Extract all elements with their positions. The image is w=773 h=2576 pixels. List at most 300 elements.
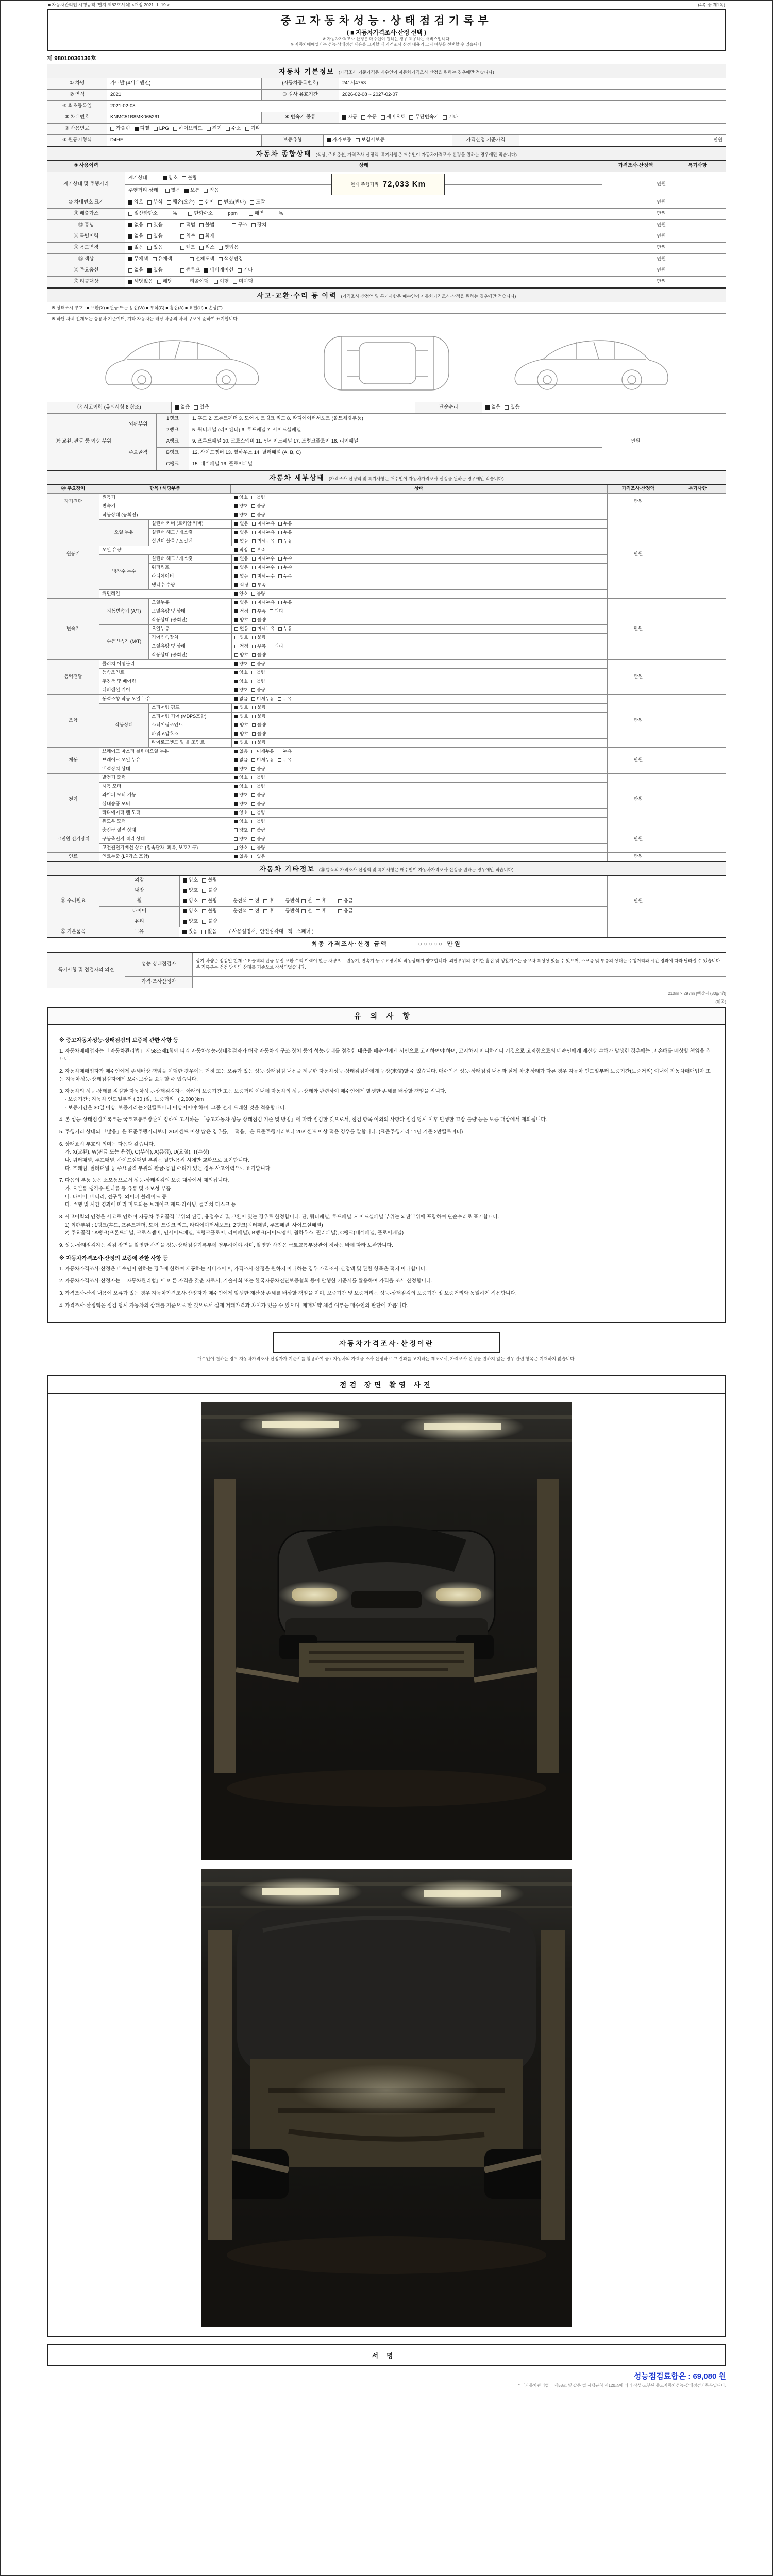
checkbox-option[interactable]: [251, 827, 265, 833]
checkbox-checked[interactable]: [183, 920, 187, 924]
checkbox-option[interactable]: [128, 233, 143, 240]
checkbox-option[interactable]: [252, 714, 266, 719]
checkbox-option[interactable]: [147, 233, 162, 240]
checkbox-option[interactable]: [234, 573, 248, 579]
checkbox-option[interactable]: [250, 199, 265, 206]
checkbox-checked[interactable]: [234, 680, 238, 683]
checkbox-unchecked[interactable]: [278, 539, 282, 543]
checkbox-unchecked[interactable]: [356, 138, 360, 142]
checkbox-option[interactable]: [251, 512, 265, 518]
checkbox-unchecked[interactable]: [381, 115, 385, 120]
checkbox-checked[interactable]: [234, 793, 238, 797]
checkbox-unchecked[interactable]: [190, 257, 194, 261]
checkbox-checked[interactable]: [183, 909, 187, 913]
checkbox-option[interactable]: [234, 801, 248, 807]
checkbox-option[interactable]: [278, 573, 292, 579]
checkbox-unchecked[interactable]: [202, 889, 206, 893]
checkbox-option[interactable]: [238, 267, 253, 274]
checkbox-unchecked[interactable]: [270, 609, 273, 613]
checkbox-option[interactable]: [173, 126, 203, 132]
checkbox-option[interactable]: [183, 898, 198, 904]
checkbox-option[interactable]: [251, 792, 265, 798]
checkbox-checked[interactable]: [485, 405, 490, 410]
checkbox-checked[interactable]: [234, 496, 238, 499]
checkbox-option[interactable]: [226, 126, 241, 132]
checkbox-option[interactable]: [234, 608, 248, 614]
checkbox-option[interactable]: [180, 267, 200, 274]
checkbox-option[interactable]: [234, 538, 248, 544]
checkbox-unchecked[interactable]: [250, 200, 254, 205]
checkbox-checked[interactable]: [128, 200, 132, 205]
checkbox-checked[interactable]: [234, 662, 238, 666]
checkbox-option[interactable]: [199, 199, 214, 206]
checkbox-option[interactable]: [251, 854, 265, 859]
checkbox-unchecked[interactable]: [251, 697, 255, 701]
checkbox-option[interactable]: [252, 556, 275, 562]
checkbox-option[interactable]: [135, 126, 149, 132]
checkbox-option[interactable]: [183, 877, 198, 884]
checkbox-option[interactable]: [110, 126, 130, 132]
checkbox-unchecked[interactable]: [251, 767, 255, 771]
checkbox-option[interactable]: [251, 687, 265, 693]
checkbox-unchecked[interactable]: [278, 627, 282, 631]
checkbox-unchecked[interactable]: [249, 212, 253, 216]
checkbox-option[interactable]: [301, 908, 312, 914]
checkbox-option[interactable]: [234, 503, 248, 509]
checkbox-checked[interactable]: [234, 618, 238, 622]
checkbox-option[interactable]: [190, 256, 214, 262]
checkbox-option[interactable]: [234, 670, 248, 675]
checkbox-option[interactable]: [165, 188, 180, 194]
checkbox-unchecked[interactable]: [252, 618, 256, 622]
checkbox-unchecked[interactable]: [214, 280, 218, 284]
checkbox-option[interactable]: [505, 404, 519, 411]
checkbox-unchecked[interactable]: [232, 223, 236, 227]
checkbox-option[interactable]: [251, 757, 274, 763]
checkbox-option[interactable]: [183, 908, 198, 914]
checkbox-option[interactable]: [252, 608, 266, 614]
checkbox-unchecked[interactable]: [251, 793, 255, 797]
checkbox-unchecked[interactable]: [180, 246, 184, 250]
checkbox-option[interactable]: [199, 233, 214, 240]
checkbox-option[interactable]: [234, 740, 248, 745]
checkbox-unchecked[interactable]: [251, 758, 255, 762]
checkbox-option[interactable]: [251, 591, 265, 597]
checkbox-option[interactable]: [251, 819, 265, 824]
checkbox-option[interactable]: [157, 279, 172, 285]
checkbox-option[interactable]: [234, 854, 248, 859]
checkbox-option[interactable]: [249, 898, 259, 904]
checkbox-option[interactable]: [252, 582, 266, 588]
checkbox-unchecked[interactable]: [252, 627, 256, 631]
checkbox-unchecked[interactable]: [251, 811, 255, 815]
checkbox-unchecked[interactable]: [278, 522, 282, 526]
checkbox-option[interactable]: [234, 687, 248, 693]
checkbox-option[interactable]: [278, 538, 292, 544]
checkbox-option[interactable]: [278, 749, 292, 754]
checkbox-option[interactable]: [207, 126, 222, 132]
checkbox-unchecked[interactable]: [234, 846, 238, 850]
checkbox-checked[interactable]: [234, 715, 238, 718]
checkbox-checked[interactable]: [234, 697, 238, 701]
checkbox-checked[interactable]: [234, 855, 238, 858]
checkbox-option[interactable]: [278, 696, 292, 702]
checkbox-option[interactable]: [202, 898, 217, 904]
checkbox-unchecked[interactable]: [252, 636, 256, 639]
checkbox-option[interactable]: [251, 775, 265, 781]
checkbox-option[interactable]: [252, 731, 266, 737]
checkbox-option[interactable]: [251, 661, 265, 667]
checkbox-option[interactable]: [234, 827, 248, 833]
checkbox-option[interactable]: [252, 565, 275, 570]
checkbox-unchecked[interactable]: [202, 899, 206, 903]
checkbox-option[interactable]: [153, 256, 173, 262]
checkbox-option[interactable]: [204, 267, 233, 274]
checkbox-unchecked[interactable]: [278, 601, 282, 604]
checkbox-unchecked[interactable]: [226, 127, 230, 131]
checkbox-option[interactable]: [409, 114, 439, 121]
checkbox-checked[interactable]: [327, 138, 331, 142]
checkbox-option[interactable]: [128, 279, 153, 285]
checkbox-checked[interactable]: [183, 889, 187, 893]
checkbox-option[interactable]: [202, 908, 217, 914]
checkbox-unchecked[interactable]: [233, 280, 237, 284]
checkbox-checked[interactable]: [183, 899, 187, 903]
checkbox-option[interactable]: [252, 617, 266, 623]
checkbox-option[interactable]: [251, 547, 265, 553]
checkbox-option[interactable]: [234, 582, 248, 588]
checkbox-unchecked[interactable]: [251, 750, 255, 753]
checkbox-unchecked[interactable]: [234, 627, 238, 631]
checkbox-unchecked[interactable]: [252, 706, 256, 709]
checkbox-option[interactable]: [234, 661, 248, 667]
checkbox-option[interactable]: [233, 279, 253, 285]
checkbox-unchecked[interactable]: [147, 246, 152, 250]
checkbox-checked[interactable]: [234, 601, 238, 604]
checkbox-unchecked[interactable]: [270, 645, 273, 648]
checkbox-option[interactable]: [251, 503, 265, 509]
checkbox-option[interactable]: [252, 626, 275, 632]
checkbox-option[interactable]: [180, 233, 195, 240]
checkbox-option[interactable]: [234, 731, 248, 737]
checkbox-option[interactable]: [214, 279, 229, 285]
checkbox-unchecked[interactable]: [128, 212, 132, 216]
checkbox-checked[interactable]: [234, 557, 238, 561]
checkbox-option[interactable]: [219, 256, 243, 262]
checkbox-unchecked[interactable]: [234, 636, 238, 639]
checkbox-unchecked[interactable]: [278, 758, 281, 762]
checkbox-option[interactable]: [245, 126, 260, 132]
checkbox-unchecked[interactable]: [251, 820, 255, 823]
checkbox-checked[interactable]: [128, 280, 132, 284]
checkbox-option[interactable]: [301, 898, 312, 904]
checkbox-checked[interactable]: [234, 767, 238, 771]
checkbox-option[interactable]: [234, 705, 248, 710]
checkbox-unchecked[interactable]: [251, 662, 255, 666]
checkbox-option[interactable]: [188, 211, 213, 217]
checkbox-option[interactable]: [249, 908, 259, 914]
checkbox-unchecked[interactable]: [234, 645, 238, 648]
checkbox-unchecked[interactable]: [219, 257, 223, 261]
checkbox-checked[interactable]: [128, 234, 132, 239]
checkbox-unchecked[interactable]: [252, 723, 256, 727]
checkbox-unchecked[interactable]: [249, 909, 253, 913]
checkbox-option[interactable]: [219, 245, 239, 251]
checkbox-option[interactable]: [234, 792, 248, 798]
checkbox-unchecked[interactable]: [252, 531, 256, 534]
checkbox-unchecked[interactable]: [278, 531, 282, 534]
checkbox-unchecked[interactable]: [252, 539, 256, 543]
checkbox-option[interactable]: [234, 521, 248, 527]
checkbox-unchecked[interactable]: [238, 268, 242, 273]
checkbox-option[interactable]: [252, 521, 275, 527]
checkbox-checked[interactable]: [234, 522, 238, 526]
checkbox-checked[interactable]: [234, 811, 238, 815]
checkbox-unchecked[interactable]: [301, 909, 306, 913]
checkbox-option[interactable]: [251, 749, 274, 754]
checkbox-checked[interactable]: [175, 405, 179, 410]
checkbox-option[interactable]: [251, 801, 265, 807]
checkbox-option[interactable]: [234, 530, 248, 535]
checkbox-option[interactable]: [234, 845, 248, 851]
price-definition-button[interactable]: 자동차가격조사·산정이란: [273, 1332, 500, 1353]
checkbox-unchecked[interactable]: [252, 732, 256, 736]
checkbox-option[interactable]: [234, 565, 248, 570]
checkbox-unchecked[interactable]: [165, 189, 170, 193]
checkbox-option[interactable]: [234, 766, 248, 772]
checkbox-unchecked[interactable]: [110, 127, 114, 131]
checkbox-option[interactable]: [252, 740, 266, 745]
checkbox-checked[interactable]: [183, 878, 187, 883]
checkbox-option[interactable]: [278, 600, 292, 605]
checkbox-option[interactable]: [278, 521, 292, 527]
checkbox-unchecked[interactable]: [204, 189, 208, 193]
checkbox-option[interactable]: [234, 757, 248, 763]
checkbox-unchecked[interactable]: [252, 741, 256, 744]
checkbox-checked[interactable]: [234, 539, 238, 543]
checkbox-unchecked[interactable]: [154, 127, 158, 131]
checkbox-option[interactable]: [278, 530, 292, 535]
checkbox-unchecked[interactable]: [361, 115, 365, 120]
checkbox-checked[interactable]: [128, 246, 132, 250]
checkbox-unchecked[interactable]: [251, 802, 255, 806]
checkbox-unchecked[interactable]: [316, 899, 320, 903]
checkbox-unchecked[interactable]: [251, 223, 256, 227]
checkbox-option[interactable]: [147, 245, 162, 251]
checkbox-option[interactable]: [128, 256, 148, 262]
checkbox-unchecked[interactable]: [234, 653, 238, 657]
checkbox-option[interactable]: [234, 696, 248, 702]
checkbox-unchecked[interactable]: [251, 496, 255, 499]
checkbox-checked[interactable]: [128, 257, 132, 261]
checkbox-option[interactable]: [234, 836, 248, 842]
checkbox-option[interactable]: [338, 898, 353, 904]
checkbox-unchecked[interactable]: [245, 127, 249, 131]
checkbox-unchecked[interactable]: [180, 234, 184, 239]
checkbox-option[interactable]: [252, 600, 275, 605]
checkbox-unchecked[interactable]: [278, 697, 281, 701]
checkbox-option[interactable]: [251, 766, 265, 772]
checkbox-option[interactable]: [154, 126, 169, 132]
checkbox-checked[interactable]: [234, 531, 238, 534]
checkbox-option[interactable]: [234, 617, 248, 623]
checkbox-option[interactable]: [234, 652, 248, 658]
checkbox-unchecked[interactable]: [207, 127, 211, 131]
checkbox-option[interactable]: [128, 267, 143, 274]
checkbox-unchecked[interactable]: [263, 909, 267, 913]
checkbox-unchecked[interactable]: [301, 899, 306, 903]
checkbox-option[interactable]: [252, 530, 275, 535]
checkbox-unchecked[interactable]: [252, 566, 256, 569]
checkbox-option[interactable]: [278, 565, 292, 570]
checkbox-option[interactable]: [234, 775, 248, 781]
checkbox-option[interactable]: [342, 114, 357, 121]
checkbox-checked[interactable]: [234, 802, 238, 806]
checkbox-unchecked[interactable]: [128, 268, 132, 273]
checkbox-option[interactable]: [201, 929, 216, 935]
checkbox-unchecked[interactable]: [338, 909, 342, 913]
checkbox-option[interactable]: [251, 784, 265, 789]
checkbox-option[interactable]: [356, 137, 385, 143]
checkbox-option[interactable]: [204, 188, 219, 194]
checkbox-checked[interactable]: [147, 268, 152, 273]
checkbox-option[interactable]: [175, 404, 190, 411]
checkbox-unchecked[interactable]: [251, 592, 255, 596]
checkbox-unchecked[interactable]: [251, 846, 255, 850]
checkbox-unchecked[interactable]: [278, 750, 281, 753]
checkbox-checked[interactable]: [128, 223, 132, 227]
checkbox-option[interactable]: [252, 573, 275, 579]
checkbox-unchecked[interactable]: [251, 688, 255, 692]
checkbox-option[interactable]: [234, 679, 248, 684]
checkbox-unchecked[interactable]: [443, 115, 447, 120]
checkbox-checked[interactable]: [234, 566, 238, 569]
checkbox-option[interactable]: [485, 404, 500, 411]
checkbox-option[interactable]: [249, 211, 264, 217]
checkbox-checked[interactable]: [234, 504, 238, 508]
checkbox-option[interactable]: [199, 245, 214, 251]
checkbox-option[interactable]: [167, 199, 195, 206]
checkbox-unchecked[interactable]: [199, 223, 204, 227]
checkbox-option[interactable]: [128, 222, 143, 228]
checkbox-option[interactable]: [278, 556, 292, 562]
checkbox-option[interactable]: [278, 626, 292, 632]
checkbox-option[interactable]: [251, 670, 265, 675]
checkbox-option[interactable]: [251, 836, 265, 842]
checkbox-unchecked[interactable]: [201, 930, 206, 934]
checkbox-unchecked[interactable]: [251, 680, 255, 683]
checkbox-option[interactable]: [234, 556, 248, 562]
checkbox-option[interactable]: [252, 652, 266, 658]
checkbox-option[interactable]: [443, 114, 458, 121]
checkbox-checked[interactable]: [182, 930, 187, 934]
checkbox-option[interactable]: [234, 591, 248, 597]
checkbox-option[interactable]: [202, 877, 217, 884]
checkbox-option[interactable]: [182, 175, 197, 181]
checkbox-option[interactable]: [252, 643, 266, 649]
checkbox-checked[interactable]: [234, 609, 238, 613]
checkbox-unchecked[interactable]: [147, 223, 152, 227]
checkbox-option[interactable]: [252, 538, 275, 544]
checkbox-option[interactable]: [234, 495, 248, 500]
checkbox-checked[interactable]: [234, 750, 238, 753]
signature-box[interactable]: 서명: [47, 2344, 726, 2366]
checkbox-unchecked[interactable]: [194, 405, 198, 410]
checkbox-checked[interactable]: [234, 574, 238, 578]
checkbox-option[interactable]: [270, 643, 283, 649]
checkbox-checked[interactable]: [234, 513, 238, 517]
checkbox-unchecked[interactable]: [252, 522, 256, 526]
checkbox-checked[interactable]: [234, 776, 238, 779]
checkbox-option[interactable]: [163, 175, 178, 181]
checkbox-option[interactable]: [270, 608, 283, 614]
checkbox-checked[interactable]: [135, 127, 139, 131]
checkbox-option[interactable]: [128, 211, 158, 217]
checkbox-option[interactable]: [234, 749, 248, 754]
checkbox-option[interactable]: [182, 929, 197, 935]
checkbox-option[interactable]: [183, 888, 198, 894]
checkbox-unchecked[interactable]: [251, 855, 255, 858]
checkbox-option[interactable]: [252, 722, 266, 728]
checkbox-checked[interactable]: [234, 706, 238, 709]
checkbox-unchecked[interactable]: [251, 671, 255, 674]
checkbox-checked[interactable]: [163, 176, 167, 180]
checkbox-unchecked[interactable]: [153, 257, 157, 261]
checkbox-unchecked[interactable]: [234, 828, 238, 832]
checkbox-option[interactable]: [278, 757, 292, 763]
checkbox-option[interactable]: [316, 898, 326, 904]
checkbox-option[interactable]: [338, 908, 353, 914]
checkbox-unchecked[interactable]: [147, 200, 152, 205]
checkbox-option[interactable]: [381, 114, 406, 121]
checkbox-unchecked[interactable]: [278, 566, 282, 569]
checkbox-unchecked[interactable]: [234, 837, 238, 841]
checkbox-option[interactable]: [234, 714, 248, 719]
checkbox-option[interactable]: [234, 626, 248, 632]
checkbox-unchecked[interactable]: [157, 280, 161, 284]
checkbox-checked[interactable]: [234, 723, 238, 727]
checkbox-unchecked[interactable]: [147, 234, 152, 239]
checkbox-checked[interactable]: [234, 758, 238, 762]
checkbox-unchecked[interactable]: [252, 601, 256, 604]
checkbox-unchecked[interactable]: [251, 837, 255, 841]
checkbox-checked[interactable]: [234, 671, 238, 674]
checkbox-unchecked[interactable]: [252, 609, 256, 613]
checkbox-unchecked[interactable]: [251, 513, 255, 517]
checkbox-unchecked[interactable]: [338, 899, 342, 903]
checkbox-unchecked[interactable]: [409, 115, 413, 120]
checkbox-option[interactable]: [252, 705, 266, 710]
checkbox-option[interactable]: [234, 635, 248, 640]
checkbox-unchecked[interactable]: [202, 909, 206, 913]
checkbox-option[interactable]: [234, 810, 248, 816]
checkbox-unchecked[interactable]: [263, 899, 267, 903]
checkbox-option[interactable]: [251, 679, 265, 684]
checkbox-option[interactable]: [232, 222, 247, 228]
checkbox-option[interactable]: [234, 600, 248, 605]
checkbox-checked[interactable]: [234, 583, 238, 587]
checkbox-unchecked[interactable]: [252, 645, 256, 648]
checkbox-unchecked[interactable]: [251, 828, 255, 832]
checkbox-checked[interactable]: [342, 115, 346, 120]
checkbox-checked[interactable]: [234, 592, 238, 596]
checkbox-option[interactable]: [128, 245, 143, 251]
checkbox-option[interactable]: [263, 908, 274, 914]
checkbox-option[interactable]: [128, 199, 143, 206]
checkbox-checked[interactable]: [234, 741, 238, 744]
checkbox-unchecked[interactable]: [167, 200, 171, 205]
checkbox-option[interactable]: [199, 222, 214, 228]
